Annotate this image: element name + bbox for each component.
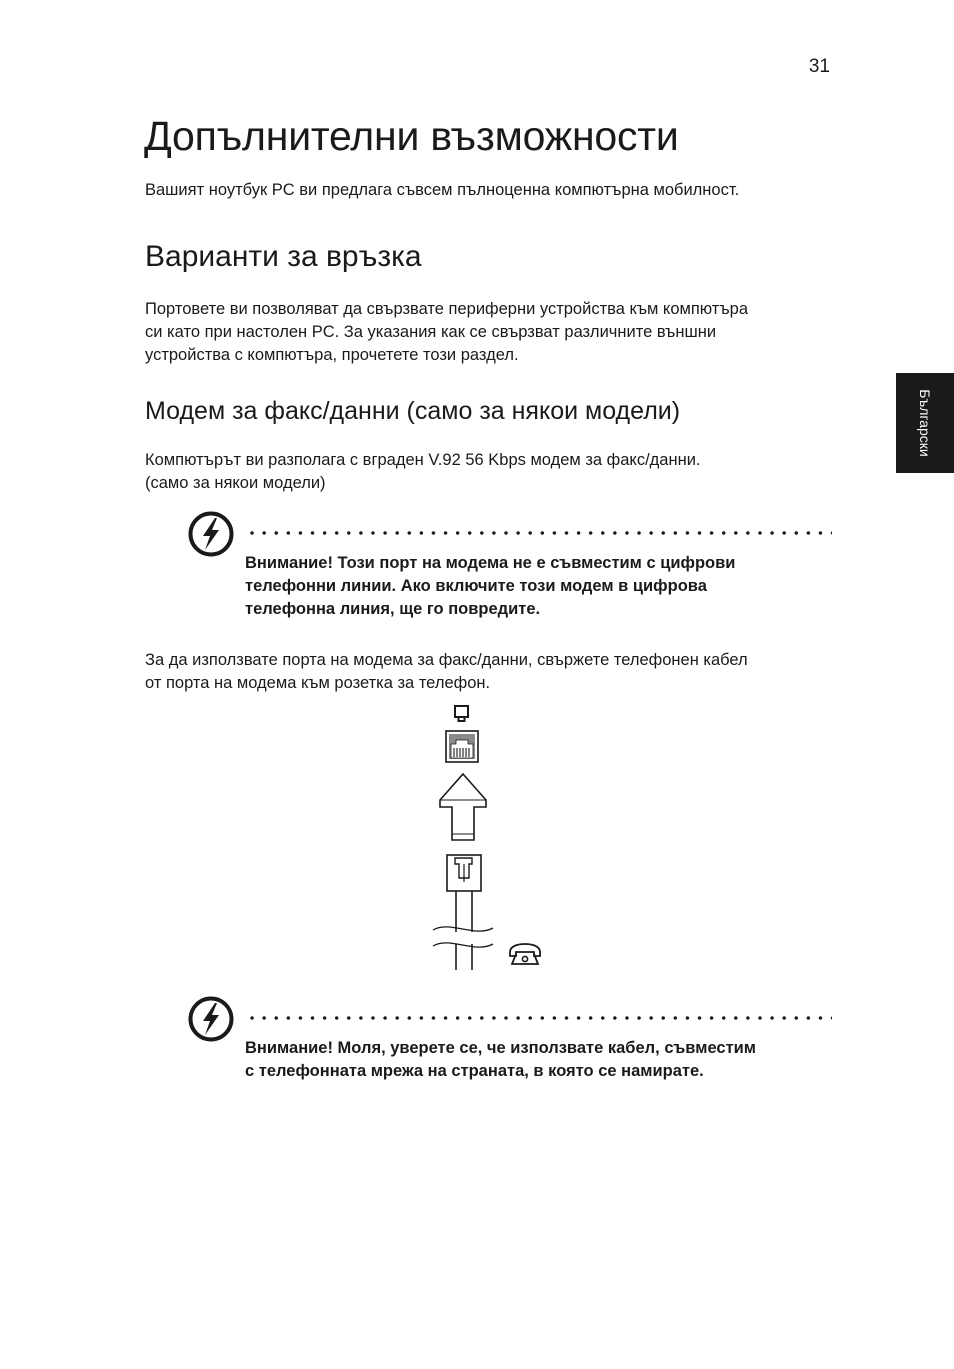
instruction-line: За да използвате порта на модема за факс/данни, свържете телефонен кабел xyxy=(145,651,748,669)
subsection-line: (само за някои модели) xyxy=(145,474,326,492)
phone-cable-icon xyxy=(433,891,493,970)
warning-divider xyxy=(246,1016,832,1020)
modem-connection-diagram xyxy=(420,700,560,975)
warning-line: Внимание! Този порт на модема не е съвместим с цифрови xyxy=(245,554,736,572)
rj11-port-icon xyxy=(446,731,478,762)
section-line: си като при настолен PC. За указания как се свързват различните външни xyxy=(145,323,717,341)
section-line: устройства с компютъра, прочетете този раздел. xyxy=(145,346,519,364)
language-tab xyxy=(896,373,954,473)
up-arrow-icon xyxy=(440,774,486,840)
warning-line: телефонни линии. Ако включите този модем в цифрова xyxy=(245,577,707,595)
warning-text xyxy=(245,1037,835,1083)
page-title: Допълнителни възможности xyxy=(144,113,679,159)
warning-line: Внимание! Моля, уверете се, че използвате кабел, съвместим xyxy=(245,1039,757,1057)
subsection-paragraph xyxy=(145,449,845,495)
intro-text: Вашият ноутбук PC ви предлага съвсем пълноценна компютърна мобилност. xyxy=(145,181,740,199)
telephone-icon xyxy=(510,944,540,964)
warning-text xyxy=(245,552,835,621)
section-line: Портовете ви позволяват да свързвате периферни устройства към компютъра xyxy=(145,300,749,318)
subsection-line: Компютърът ви разполага с вграден V.92 56 Kbps модем за факс/данни. xyxy=(145,451,701,469)
lightning-warning-icon xyxy=(188,511,234,557)
language-tab-label: Български xyxy=(917,389,933,457)
instruction-paragraph xyxy=(145,649,845,695)
rj11-plug-icon xyxy=(447,855,481,891)
warning-line: телефонна линия, ще го повредите. xyxy=(245,600,541,618)
warning-line: с телефонната мрежа на страната, в която се намирате. xyxy=(245,1062,704,1080)
instruction-line: от порта на модема към розетка за телефон. xyxy=(145,674,491,692)
modem-port-symbol-icon xyxy=(455,706,468,721)
lightning-warning-icon xyxy=(188,996,234,1042)
subsection-heading: Модем за факс/данни (само за някои модели) xyxy=(145,397,681,425)
section-paragraph xyxy=(145,298,845,367)
warning-divider xyxy=(246,531,832,535)
section-heading: Варианти за връзка xyxy=(145,240,422,273)
page-number: 31 xyxy=(808,56,830,77)
